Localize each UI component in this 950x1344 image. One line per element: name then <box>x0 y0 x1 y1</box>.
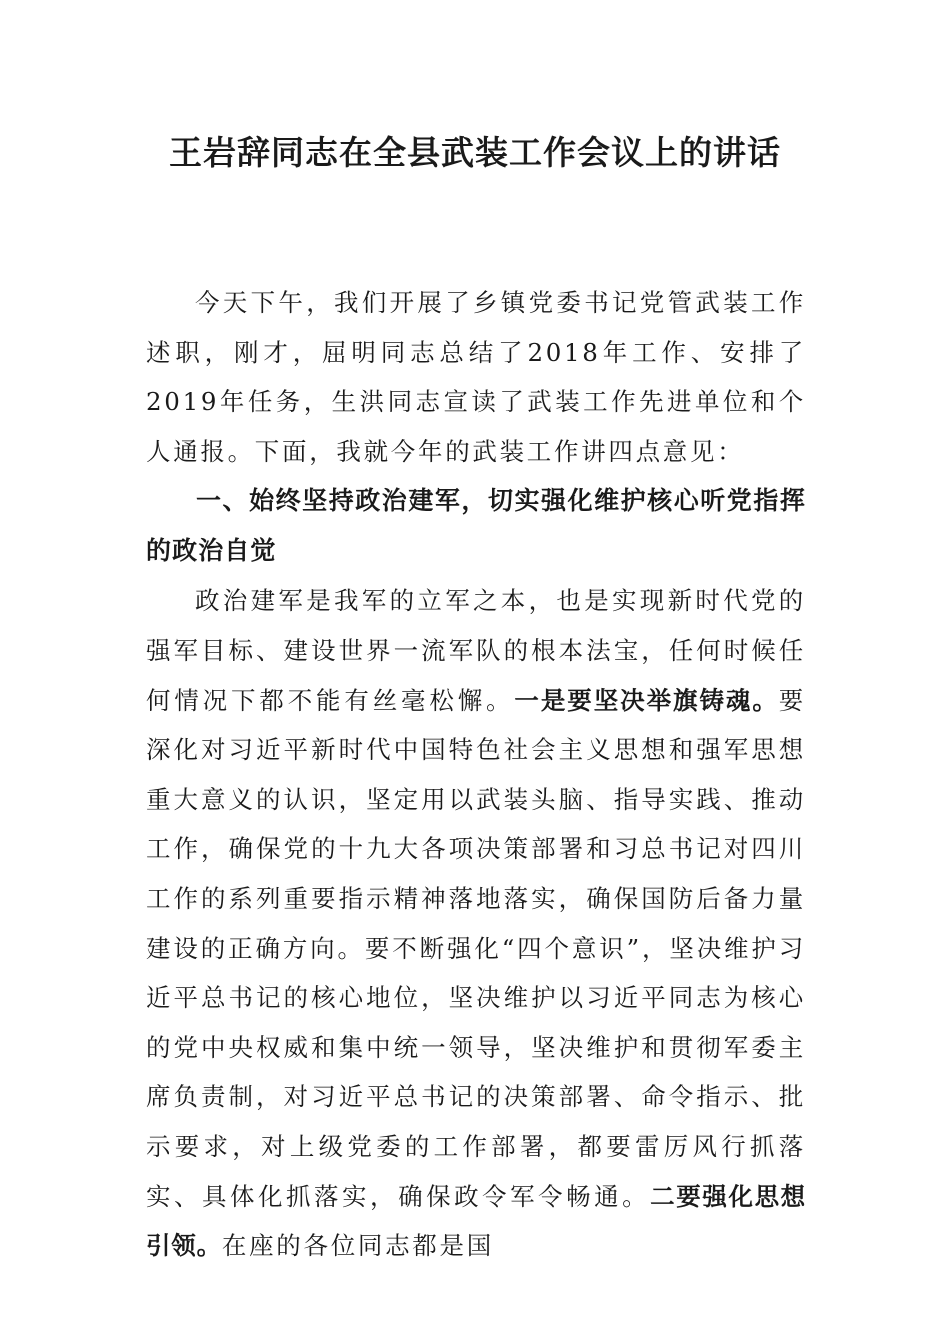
intro-paragraph: 今天下午，我们开展了乡镇党委书记党管武装工作述职，刚才，屈明同志总结了2018年工作、安排了2019年任务，生洪同志宣读了武装工作先进单位和个人通报。下面，我就今年的武装工作讲四点意见： <box>146 288 806 466</box>
key-point-1: 一是要坚决举旗铸魂。 <box>514 685 779 715</box>
key-point-2: 二要强化思想引领。 <box>146 1181 806 1261</box>
paragraph-text: 政治建军是我军的立军之本，也是实现新时代党的强军目标、建设世界一流军队的根本法宝，任何时候任何情况下都不能有丝毫松懈。 <box>146 586 806 715</box>
document-body <box>146 278 806 1271</box>
paragraph-text: 要深化对习近平新时代中国特色社会主义思想和强军思想重大意义的认识，坚定用以武装头脑、指导实践、推动工作，确保党的十九大各项决策部署和习总书记对四川工作的系列重要指示精神落地落实，确保国防后备力量建设的正确方向。要不断强化“四个意识”，坚决维护习近平总书记的核心地位，坚决维护以习近平同志为核心的党中央权威和集中统一领导，坚决维护和贯彻军委主席负责制，对习近平总书记的决策部署、命令指示、批示要求，对上级党委的工作部署，都要雷厉风行抓落实、具体化抓落实，确保政令军令畅通。 <box>146 685 806 1211</box>
section-heading: 一、始终坚持政治建军，切实强化维护核心听党指挥的政治自觉 <box>146 486 806 566</box>
paragraph-text: 在座的各位同志都是国 <box>221 1231 494 1261</box>
document-title: 王岩辞同志在全县武装工作会议上的讲话 <box>169 133 781 172</box>
section-paragraph <box>146 576 806 1270</box>
